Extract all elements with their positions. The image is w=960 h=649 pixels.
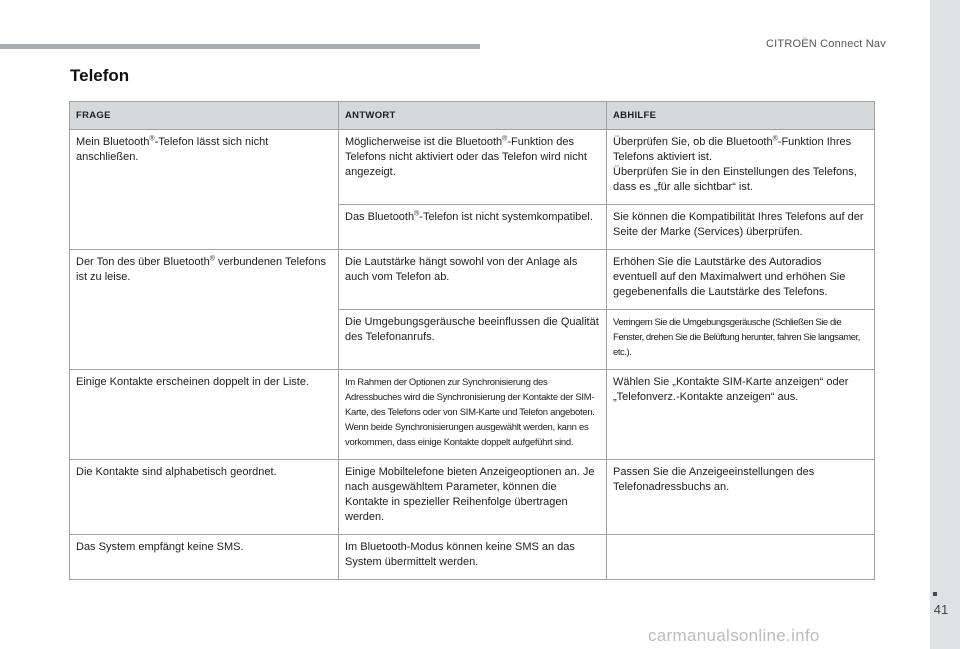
answer-cell: Einige Mobiltelefone bieten Anzeigeoptionen an. Je nach ausgewähltem Parameter, können die Kontakte in spezieller Reihenfolge übertragen werden. bbox=[339, 460, 607, 535]
answer-cell: Im Rahmen der Optionen zur Synchronisierung des Adressbuches wird die Synchronisierung der Kontakte der SIM-Karte, des Telefons oder von SIM-Karte und Telefon angeboten. Wenn beide Synchronisierungen ausgewählt werden, kann es vorkommen, dass einige Kontakte doppelt aufgeführt sind. bbox=[339, 370, 607, 460]
table-header-row bbox=[70, 102, 875, 130]
question-cell: Einige Kontakte erscheinen doppelt in der Liste. bbox=[70, 370, 339, 460]
question-cell: Die Kontakte sind alphabetisch geordnet. bbox=[70, 460, 339, 535]
table-row bbox=[70, 535, 875, 580]
table-row bbox=[70, 460, 875, 535]
remedy-cell: Verringern Sie die Umgebungsgeräusche (Schließen Sie die Fenster, drehen Sie die Belüftung herunter, fahren Sie langsamer, etc.). bbox=[607, 310, 875, 370]
page-side-strip bbox=[930, 0, 960, 649]
question-cell: Das System empfängt keine SMS. bbox=[70, 535, 339, 580]
remedy-cell: Wählen Sie „Kontakte SIM-Karte anzeigen“ oder „Telefonverz.-Kontakte anzeigen“ aus. bbox=[607, 370, 875, 460]
answer-cell: Das Bluetooth®-Telefon ist nicht systemkompatibel. bbox=[339, 205, 607, 250]
remedy-cell: Passen Sie die Anzeigeeinstellungen des Telefonadressbuchs an. bbox=[607, 460, 875, 535]
page-marker bbox=[933, 592, 937, 596]
watermark: carmanualsonline.info bbox=[648, 626, 820, 645]
table-row bbox=[70, 370, 875, 460]
manual-title: CITROËN Connect Nav bbox=[766, 38, 886, 50]
answer-cell: Die Umgebungsgeräusche beeinflussen die Qualität des Telefonanrufs. bbox=[339, 310, 607, 370]
table-row bbox=[70, 310, 875, 370]
column-header-answer: ANTWORT bbox=[339, 102, 607, 130]
header-rule bbox=[0, 44, 480, 49]
remedy-cell bbox=[607, 535, 875, 580]
question-cell bbox=[70, 310, 339, 370]
remedy-cell: Sie können die Kompatibilität Ihres Telefons auf der Seite der Marke (Services) überprüfen. bbox=[607, 205, 875, 250]
column-header-question: FRAGE bbox=[70, 102, 339, 130]
section-title: Telefon bbox=[70, 66, 130, 85]
question-cell bbox=[70, 205, 339, 250]
remedy-cell: Überprüfen Sie, ob die Bluetooth®-Funktion Ihres Telefons aktiviert ist. Überprüfen Sie in den Einstellungen des Telefons, dass es „für alle sichtbar“ ist. bbox=[607, 130, 875, 205]
answer-cell: Im Bluetooth-Modus können keine SMS an das System übermittelt werden. bbox=[339, 535, 607, 580]
table-row bbox=[70, 205, 875, 250]
table-row bbox=[70, 250, 875, 310]
question-cell: Der Ton des über Bluetooth® verbundenen Telefons ist zu leise. bbox=[70, 250, 339, 310]
answer-cell: Möglicherweise ist die Bluetooth®-Funktion des Telefons nicht aktiviert oder das Telefon wird nicht angezeigt. bbox=[339, 130, 607, 205]
page-number: 41 bbox=[933, 602, 949, 617]
answer-cell: Die Lautstärke hängt sowohl von der Anlage als auch vom Telefon ab. bbox=[339, 250, 607, 310]
column-header-remedy: ABHILFE bbox=[607, 102, 875, 130]
table-row bbox=[70, 130, 875, 205]
troubleshooting-table bbox=[69, 101, 875, 580]
question-cell: Mein Bluetooth®-Telefon lässt sich nicht anschließen. bbox=[70, 130, 339, 205]
remedy-cell: Erhöhen Sie die Lautstärke des Autoradios eventuell auf den Maximalwert und erhöhen Sie gegebenenfalls die Lautstärke des Telefons. bbox=[607, 250, 875, 310]
